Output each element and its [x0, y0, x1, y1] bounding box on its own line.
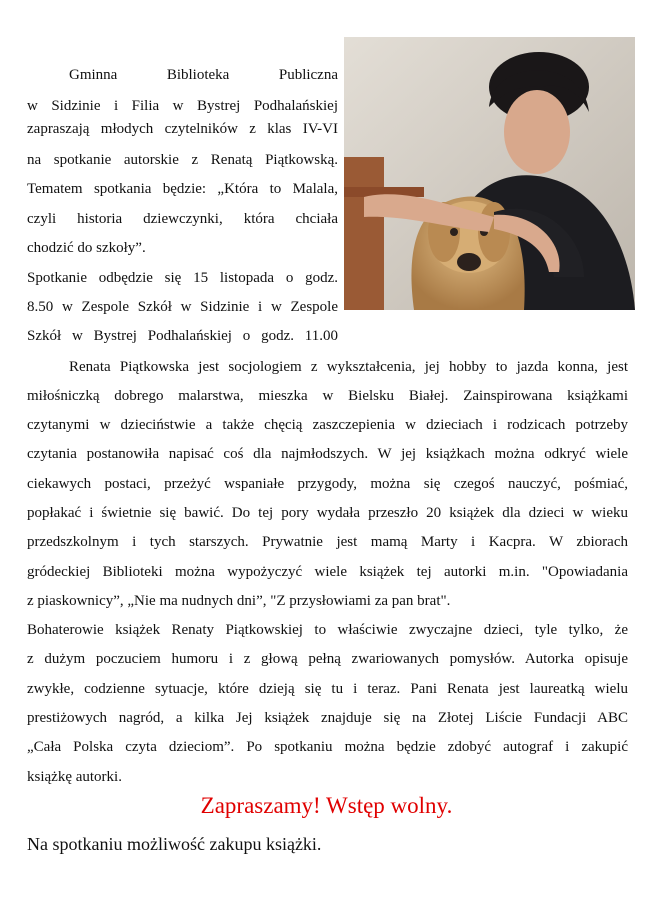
body-line: książkę autorki.	[27, 769, 122, 785]
purchase-note: Na spotkaniu możliwość zakupu książki.	[27, 834, 322, 854]
intro-line: Tematem spotkania będzie: „Która to Malala,	[27, 181, 338, 197]
intro-line: zapraszają młodych czytelników z klas IV-VI	[27, 121, 338, 137]
body-line: przedszkolnym i tych starszych. Prywatnie jest mamą Marty i Kacpra. W zbiorach	[27, 534, 628, 550]
author-photo	[344, 37, 635, 310]
intro-line: na spotkanie autorskie z Renatą Piątkowską.	[27, 152, 338, 168]
body-line: prestiżowych nagród, a kilka Jej książek znajduje się na Złotej Liście Fundacji ABC	[27, 710, 628, 726]
body-line: popłakać i świetnie się bawić. Do tej pory wydała przeszło 20 książek dla dzieci w wieku	[27, 505, 628, 521]
body-line: „Cała Polska czyta dzieciom”. Po spotkaniu można będzie zdobyć autograf i zakupić	[27, 739, 628, 755]
invitation-heading: Zapraszamy! Wstęp wolny.	[200, 793, 453, 818]
intro-line: Spotkanie odbędzie się 15 listopada o godz.	[27, 270, 338, 286]
intro-line: Gminna Biblioteka Publiczna	[69, 67, 338, 83]
body-line: Renata Piątkowska jest socjologiem z wykształcenia, jej hobby to jazda konna, jest	[69, 359, 628, 375]
body-line: czytania postanowiła napisać coś dla najmłodszych. W jej książkach można odkryć wiele	[27, 446, 628, 462]
body-line: z dużym poczuciem humoru i z głową pełną zwariowanych pomysłów. Autorka opisuje	[27, 651, 628, 667]
intro-line: chodzić do szkoły”.	[27, 240, 146, 256]
body-line: zwykłe, codzienne sytuacje, które dzieją się tu i teraz. Pani Renata jest laureatką wielu	[27, 681, 628, 697]
body-line: czytanymi w dzieciństwie a także chęcią zaszczepienia w dzieciach i rodzicach potrzeby	[27, 417, 628, 433]
body-line: miłośniczką dobrego malarstwa, mieszka w Bielsku Białej. Zainspirowana książkami	[27, 388, 628, 404]
intro-line: w Sidzinie i Filia w Bystrej Podhalańskiej	[27, 98, 338, 114]
intro-line: 8.50 w Zespole Szkół w Sidzinie i w Zespole	[27, 299, 338, 315]
body-line: ciekawych postaci, przeżyć wspaniałe przygody, można się czegoś nauczyć, pośmiać,	[27, 476, 628, 492]
intro-line: czyli historia dziewczynki, która chciała	[27, 211, 338, 227]
body-line: Bohaterowie książek Renaty Piątkowskiej to właściwie zwyczajne dzieci, tyle tylko, że	[27, 622, 628, 638]
intro-line: Szkół w Bystrej Podhalańskiej o godz. 11.00	[27, 328, 338, 344]
body-line: z piaskownicy”, „Nie ma nudnych dni”, "Z przysłowiami za pan brat".	[27, 593, 451, 609]
body-line: gródeckiej Biblioteki można wypożyczyć wiele książek tej autorki m.in. "Opowiadania	[27, 564, 628, 580]
